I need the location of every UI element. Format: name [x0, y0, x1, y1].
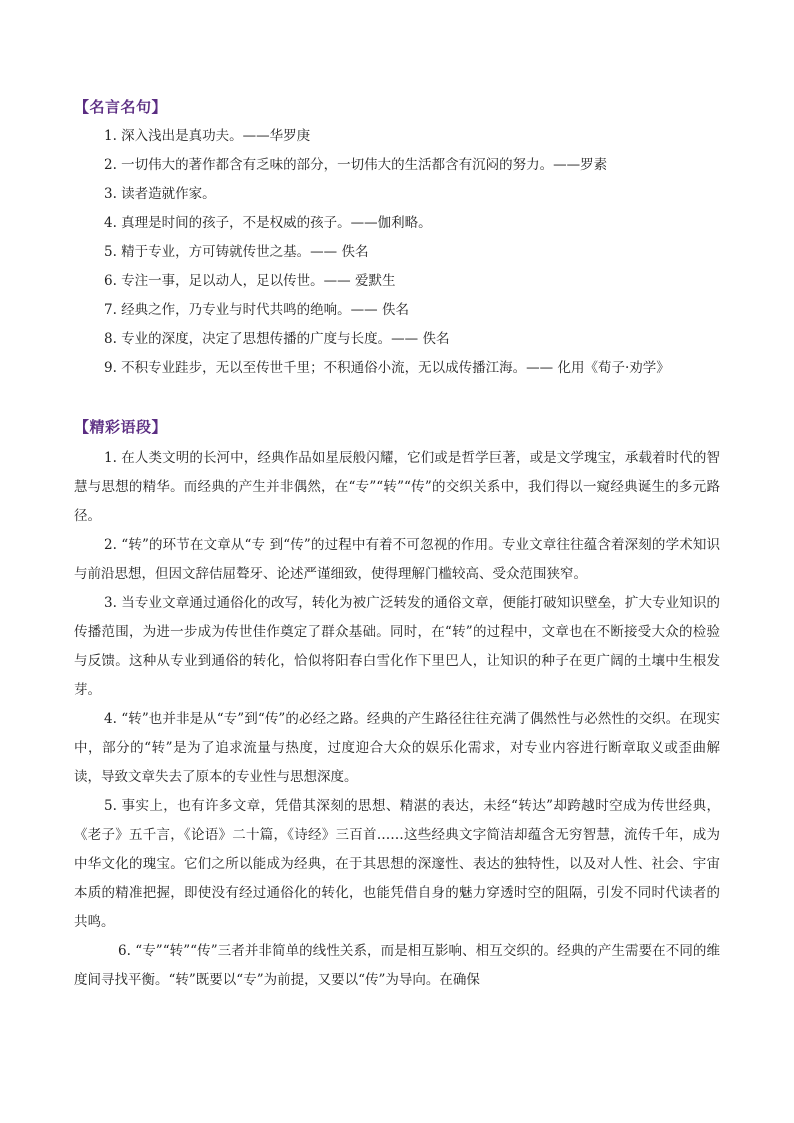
- quote-item: 6. 专注一事，足以动人，足以传世。—— 爱默生: [104, 273, 396, 289]
- quotes-section-title: 【名言名句】: [74, 98, 168, 116]
- paragraph: 1. 在人类文明的长河中，经典作品如星辰般闪耀，它们或是哲学巨著，或是文学瑰宝，承载着时代的智慧与思想的精华。而经典的产生并非偶然，在“专”“转”“传”的交织关系中，我们得以一窥经典诞生的多元路径。: [74, 450, 720, 524]
- quotes-list: [74, 122, 734, 383]
- quote-item: 8. 专业的深度，决定了思想传播的广度与长度。—— 佚名: [104, 331, 450, 347]
- quote-item: 7. 经典之作，乃专业与时代共鸣的绝响。—— 佚名: [104, 302, 409, 318]
- quote-item: 5. 精于专业，方可铸就传世之基。—— 佚名: [104, 244, 369, 260]
- paragraph: 5. 事实上，也有许多文章，凭借其深刻的思想、精湛的表达，未经“转达”却跨越时空成为传世经典，《老子》五千言，《论语》二十篇，《诗经》三百首……这些经典文字简洁却蕴含无穷智慧，流传千年，成为中华文化的瑰宝。它们之所以能成为经典，在于其思想的深邃性、表达的独特性，以及对人性、社会、宇宙本质的精准把握，即使没有经过通俗化的转化，也能凭借自身的魅力穿透时空的阻隔，引发不同时代读者的共鸣。: [74, 798, 720, 930]
- paragraph: 6. “专”“转”“传”三者并非简单的线性关系，而是相互影响、相互交织的。经典的产生需要在不同的维度间寻找平衡。“转”既要以“专”为前提，又要以“传”为导向。在确保: [74, 943, 720, 988]
- quote-item: 1. 深入浅出是真功夫。——华罗庚: [104, 128, 311, 144]
- quote-item: 4. 真理是时间的孩子，不是权威的孩子。——伽利略。: [104, 215, 432, 231]
- quote-item: 2. 一切伟大的著作都含有乏味的部分，一切伟大的生活都含有沉闷的努力。——罗素: [104, 157, 608, 173]
- quote-item: 3. 读者造就作家。: [104, 186, 216, 202]
- paragraph: 4. “转”也并非是从“专”到“传”的必经之路。经典的产生路径往往充满了偶然性与必然性的交织。在现实中，部分的“转”是为了追求流量与热度，过度迎合大众的娱乐化需求，对专业内容进行断章取义或歪曲解读，导致文章失去了原本的专业性与思想深度。: [74, 711, 720, 785]
- paragraph: 3. 当专业文章通过通俗化的改写，转化为被广泛转发的通俗文章，便能打破知识壁垒，扩大专业知识的传播范围，为进一步成为传世佳作奠定了群众基础。同时，在“转”的过程中，文章也在不断接受大众的检验与反馈。这种从专业到通俗的转化，恰似将阳春白雪化作下里巴人，让知识的种子在更广阔的土壤中生根发芽。: [74, 595, 720, 698]
- paragraph: 2. “转”的环节在文章从“专 到“传”的过程中有着不可忽视的作用。专业文章往往蕴含着深刻的学术知识与前沿思想，但因文辞佶屈聱牙、论述严谨细致，使得理解门槛较高、受众范围狭窄。: [74, 537, 720, 582]
- paragraphs-block: [74, 444, 720, 995]
- paragraphs-section-title: 【精彩语段】: [74, 418, 168, 436]
- quote-item: 9. 不积专业跬步，无以至传世千里；不积通俗小流，无以成传播江海。—— 化用《荀子·劝学》: [104, 360, 670, 376]
